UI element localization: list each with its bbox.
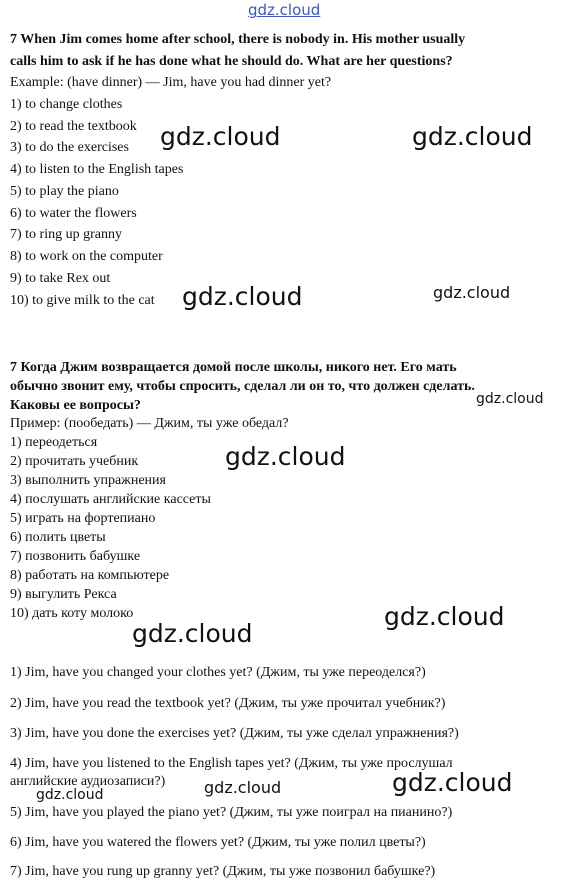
exercise-title-ru-line3: Каковы ее вопросы? <box>10 398 141 413</box>
watermark: gdz.cloud <box>204 778 282 797</box>
exercise-title-en-line2: calls him to ask if he has done what he should do. What are her questions? <box>10 54 453 69</box>
list-item-en: 6) to water the flowers <box>10 206 137 221</box>
watermark: gdz.cloud <box>384 602 505 631</box>
list-item-en: 2) to read the textbook <box>10 119 137 134</box>
watermark-top: gdz.cloud <box>248 1 321 19</box>
answer-line: 1) Jim, have you changed your clothes yet? (Джим, ты уже переоделся?) <box>10 665 426 680</box>
answer-line: 7) Jim, have you rung up granny yet? (Джим, ты уже позвонил бабушке?) <box>10 864 436 879</box>
watermark: gdz.cloud <box>225 442 346 471</box>
list-item-ru: 4) послушать английские кассеты <box>10 492 211 507</box>
list-item-ru: 9) выгулить Рекса <box>10 587 117 602</box>
watermark: gdz.cloud <box>182 282 303 311</box>
example-en: Example: (have dinner) — Jim, have you had dinner yet? <box>10 75 332 90</box>
list-item-ru: 5) играть на фортепиано <box>10 511 156 526</box>
list-item-en: 3) to do the exercises <box>10 140 129 155</box>
watermark: gdz.cloud <box>433 283 511 302</box>
exercise-title-ru-line1: 7 Когда Джим возвращается домой после школы, никого нет. Его мать <box>10 360 457 375</box>
watermark: gdz.cloud <box>160 122 281 151</box>
watermark: gdz.cloud <box>132 619 253 648</box>
list-item-ru: 6) полить цветы <box>10 530 106 545</box>
example-ru: Пример: (пообедать) — Джим, ты уже обедал? <box>10 416 289 431</box>
list-item-ru: 7) позвонить бабушке <box>10 549 141 564</box>
list-item-ru: 3) выполнить упражнения <box>10 473 166 488</box>
list-item-ru: 10) дать коту молоко <box>10 606 134 621</box>
list-item-ru: 1) переодеться <box>10 435 98 450</box>
answer-line: 3) Jim, have you done the exercises yet? (Джим, ты уже сделал упражнения?) <box>10 726 459 741</box>
answer-line: 4) Jim, have you listened to the English tapes yet? (Джим, ты уже прослушал <box>10 756 453 771</box>
list-item-en: 9) to take Rex out <box>10 271 111 286</box>
list-item-en: 7) to ring up granny <box>10 227 122 242</box>
answer-line: 6) Jim, have you watered the flowers yet? (Джим, ты уже полил цветы?) <box>10 835 426 850</box>
answer-line: 5) Jim, have you played the piano yet? (Джим, ты уже поиграл на пианино?) <box>10 805 453 820</box>
list-item-en: 1) to change clothes <box>10 97 123 112</box>
list-item-en: 4) to listen to the English tapes <box>10 162 184 177</box>
answer-line: 2) Jim, have you read the textbook yet? (Джим, ты уже прочитал учебник?) <box>10 696 446 711</box>
watermark: gdz.cloud <box>36 787 104 803</box>
answer-line: английские аудиозаписи?) <box>10 774 166 789</box>
list-item-en: 5) to play the piano <box>10 184 119 199</box>
watermark: gdz.cloud <box>392 768 513 797</box>
list-item-en: 10) to give milk to the cat <box>10 293 155 308</box>
exercise-title-en-line1: 7 When Jim comes home after school, there is nobody in. His mother usually <box>10 32 466 47</box>
list-item-ru: 2) прочитать учебник <box>10 454 139 469</box>
list-item-ru: 8) работать на компьютере <box>10 568 170 583</box>
list-item-en: 8) to work on the computer <box>10 249 163 264</box>
watermark: gdz.cloud <box>476 391 544 407</box>
exercise-title-ru-line2: обычно звонит ему, чтобы спросить, сделал ли он то, что должен сделать. <box>10 379 475 394</box>
watermark: gdz.cloud <box>412 122 533 151</box>
